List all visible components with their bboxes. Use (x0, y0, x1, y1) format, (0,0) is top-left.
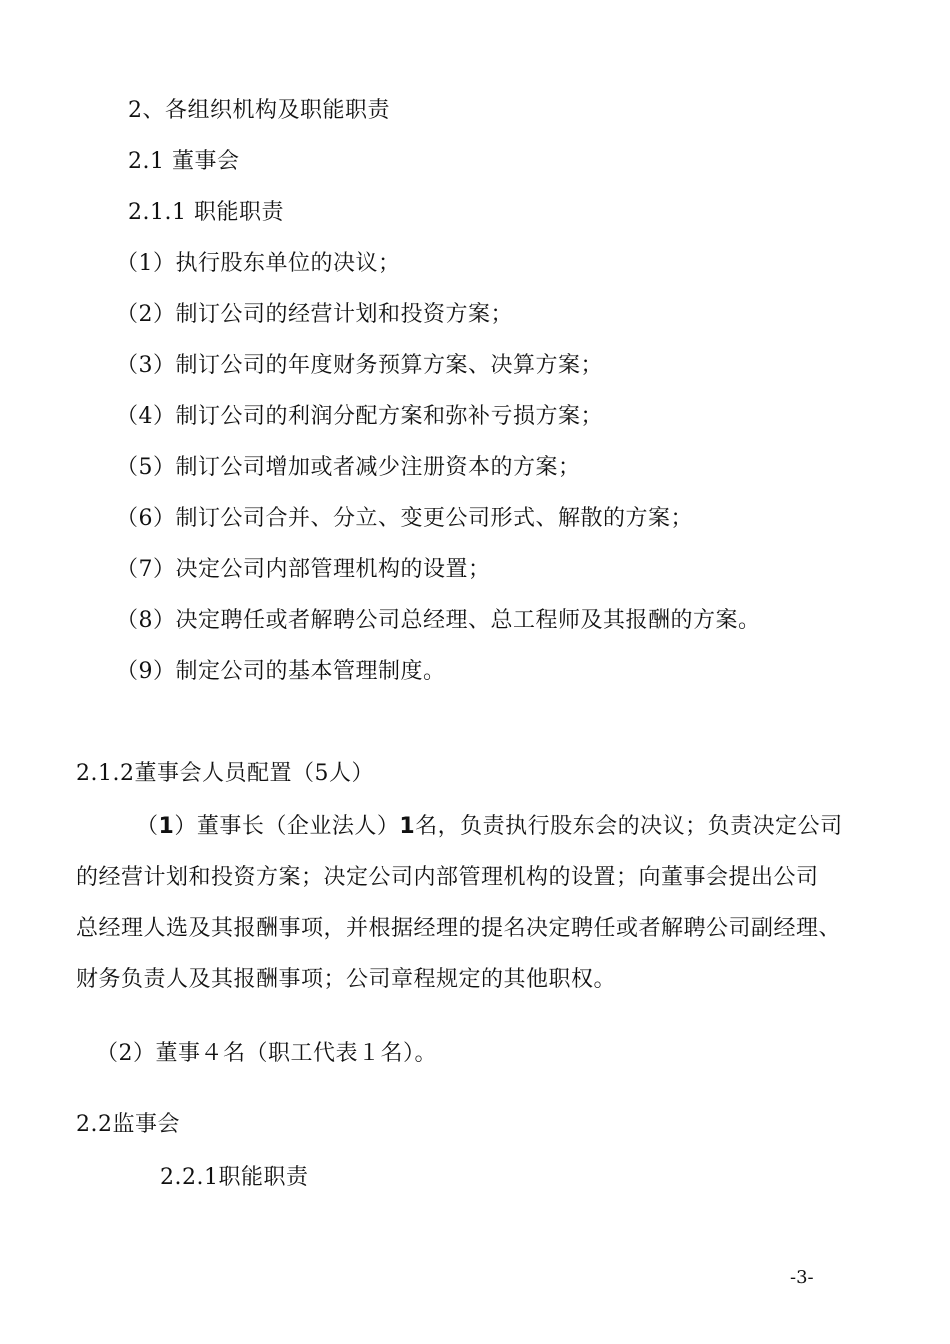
chairman-count: 1 (399, 814, 416, 839)
board-duties-title: 2.1.1 职能职责 (128, 200, 284, 225)
duty-item: （2）制订公司的经营计划和投资方案； (116, 302, 513, 327)
duty-item: （6）制订公司合并、分立、变更公司形式、解散的方案； (116, 506, 693, 531)
duty-item: （5）制订公司增加或者减少注册资本的方案； (116, 455, 581, 480)
duty-item: （1）执行股东单位的决议； (116, 251, 401, 276)
chairman-paragraph-line-4: 财务负责人及其报酬事项；公司章程规定的其他职权。 (76, 967, 617, 992)
chairman-paragraph-line-1 (136, 812, 843, 842)
chairman-paragraph-line-2: 的经营计划和投资方案；决定公司内部管理机构的设置；向董事会提出公司 (76, 865, 819, 890)
section-heading: 2、各组织机构及职能职责 (128, 98, 390, 123)
duty-item: （7）决定公司内部管理机构的设置； (116, 557, 491, 582)
page-number: -3- (790, 1267, 814, 1288)
chairman-number-open: （ (136, 814, 159, 839)
board-staffing-title: 2.1.2董事会人员配置（5人） (76, 761, 374, 786)
chairman-number-close: ） (174, 814, 197, 839)
chairman-line1-rest: 名，负责执行股东会的决议；负责决定公司 (415, 814, 843, 839)
chairman-paragraph-line-3: 总经理人选及其报酬事项，并根据经理的提名决定聘任或者解聘公司副经理、 (76, 916, 842, 941)
chairman-number: 1 (158, 814, 175, 839)
duty-item: （4）制订公司的利润分配方案和弥补亏损方案； (116, 404, 603, 429)
board-title: 2.1 董事会 (128, 149, 240, 174)
duty-item: （9）制定公司的基本管理制度。 (116, 659, 446, 684)
duty-item: （8）决定聘任或者解聘公司总经理、总工程师及其报酬的方案。 (116, 608, 761, 633)
duty-item: （3）制订公司的年度财务预算方案、决算方案； (116, 353, 603, 378)
chairman-title: 董事长（企业法人） (196, 814, 400, 839)
directors-line: （2）董事４名（职工代表１名）。 (96, 1041, 437, 1066)
supervisors-duties-title: 2.2.1职能职责 (160, 1165, 309, 1190)
supervisors-title: 2.2监事会 (76, 1112, 180, 1137)
